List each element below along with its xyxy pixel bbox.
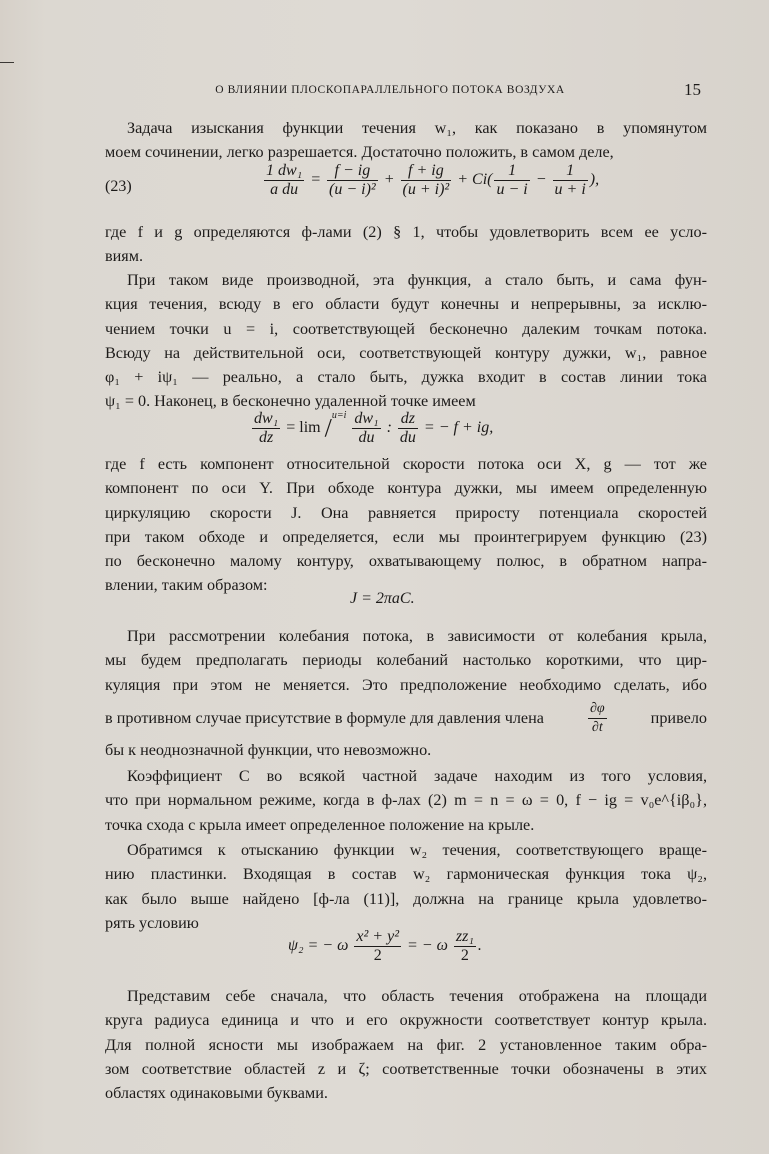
text-line: компонент по оси Y. При обходе контура дужки, мы имеем определенную <box>105 479 707 498</box>
text-line: Коэффициент C во всякой частной задаче находим из того условия, <box>127 767 707 785</box>
paragraph-5-end <box>105 738 707 762</box>
text-line: как было выше найдено [ф-ла (11)], должна на границе крыла удовлетво- <box>105 889 707 908</box>
equation-circulation: J = 2πaC. <box>350 590 415 607</box>
paragraph-1 <box>105 116 707 165</box>
partial-derivative: $\frac{\partial\varphi}{\partial t}$ <box>589 701 605 735</box>
running-title: О ВЛИЯНИИ ПЛОСКОПАРАЛЛЕЛЬНОГО ПОТОКА ВОЗДУХА <box>215 84 565 96</box>
text-line: циркуляцию скорости J. Она равняется приросту потенциала скоростей <box>105 503 707 522</box>
paragraph-5-line-4 <box>105 700 707 737</box>
text-line: φ₁ + iψ₁ — реально, а стало быть, дужка входит в состав линии тока <box>105 368 707 387</box>
equation-23: $\frac{\text{1 dw₁}}{\text{a du}}$ = $\frac{f - ig}{\text{(u − i)²}}$ + $\frac{f + ig}{\text{(u + i)²}}$ + Ci( $\frac{1}{u - i}$ − $\frac{1}{u + i}$ ), <box>266 162 600 198</box>
page-number: 15 <box>684 80 701 99</box>
text-line: Обратимся к отысканию функции w₂ течения, соответствующего враще- <box>127 841 707 859</box>
text-line: при таком обходе и определяется, если мы проинтегрируем функцию (23) <box>105 527 707 546</box>
text-line: зом соответствие областей z и ζ; соответственные точки обозначены в этих <box>105 1059 707 1078</box>
scan-edge-mark <box>0 62 14 63</box>
paragraph-7 <box>105 838 707 935</box>
text-line: где f есть компонент относительной скорости потока оси X, g — тот же <box>105 455 707 473</box>
text-line: нию пластинки. Входящая в состав w₂ гармоническая функция тока ψ₂, <box>105 865 707 884</box>
text-line: рять условию <box>105 913 199 932</box>
paragraph-6 <box>105 764 707 837</box>
text-line: При рассмотрении колебания потока, в зависимости от колебания крыла, <box>127 627 707 645</box>
paragraph-8 <box>105 984 707 1105</box>
text-line: чением точки u = i, соответствующей бесконечно далеким точкам потока. <box>105 319 707 338</box>
paragraph-5 <box>105 624 707 697</box>
equation-limit: $\frac{\text{dw₁}}{dz}$ = lim /$^{u=i}$ $\frac{\text{dw₁}}{du}$ : $\frac{dz}{du}$ = − f + ig, <box>254 410 494 446</box>
text-line: Для полной ясности мы изображаем на фиг. 2 установленное таким обра- <box>105 1035 707 1054</box>
text-line: где f и g определяются ф-лами (2) § 1, чтобы удовлетворить всем ее усло- <box>105 223 707 241</box>
equation-number: (23) <box>105 178 132 195</box>
text-line: в противном случае присутствие в формуле для давления члена <box>105 709 544 728</box>
text-line: ψ₁ = 0. Наконец, в бесконечно удаленной точке имеем <box>105 392 476 411</box>
text-line: кция течения, всюду в его области будут конечны и непрерывны, за исклю- <box>105 295 707 314</box>
paragraph-3 <box>105 268 707 414</box>
equation-stream-function: ψ₂ = − ω $\frac{\text{x² + y²}}{2}$ = − ω $\frac{\text{zz₁}}{2}$ . <box>288 928 482 964</box>
text-line: Всюду на действительной оси, соответствующей контуру дужки, w₁, равное <box>105 343 707 362</box>
paragraph-2 <box>105 220 707 269</box>
text-line: по бесконечно малому контуру, охватывающему полюс, в обратном напра- <box>105 552 707 571</box>
text-line: куляция при этом не меняется. Это предположение необходимо сделать, ибо <box>105 675 707 694</box>
text-line: что при нормальном режиме, когда в ф-лах (2) m = n = ω = 0, f − ig = v₀e^{iβ₀}, <box>105 791 707 810</box>
text-line: областях одинаковыми буквами. <box>105 1084 328 1103</box>
text-line: Задача изыскания функции течения w₁, как показано в упомянутом <box>127 119 707 137</box>
text-line: точка схода с крыла имеет определенное положение на крыле. <box>105 815 535 834</box>
text-line: виям. <box>105 247 144 266</box>
text-line: привело <box>650 709 707 728</box>
text-line: бы к неоднозначной функции, что невозможно. <box>105 741 432 759</box>
text-line: мы будем предполагать периоды колебаний настолько короткими, что цир- <box>105 651 707 670</box>
text-line: Представим себе сначала, что область течения отображена на площади <box>127 987 707 1005</box>
text-line: моем сочинении, легко разрешается. Достаточно положить, в самом деле, <box>105 143 614 162</box>
text-line: круга радиуса единица и что и его окружности соответствует контур крыла. <box>105 1011 707 1030</box>
paragraph-4 <box>105 452 707 598</box>
text-line: При таком виде производной, эта функция, а стало быть, и сама фун- <box>127 271 707 289</box>
text-line: влении, таким образом: <box>105 576 268 595</box>
